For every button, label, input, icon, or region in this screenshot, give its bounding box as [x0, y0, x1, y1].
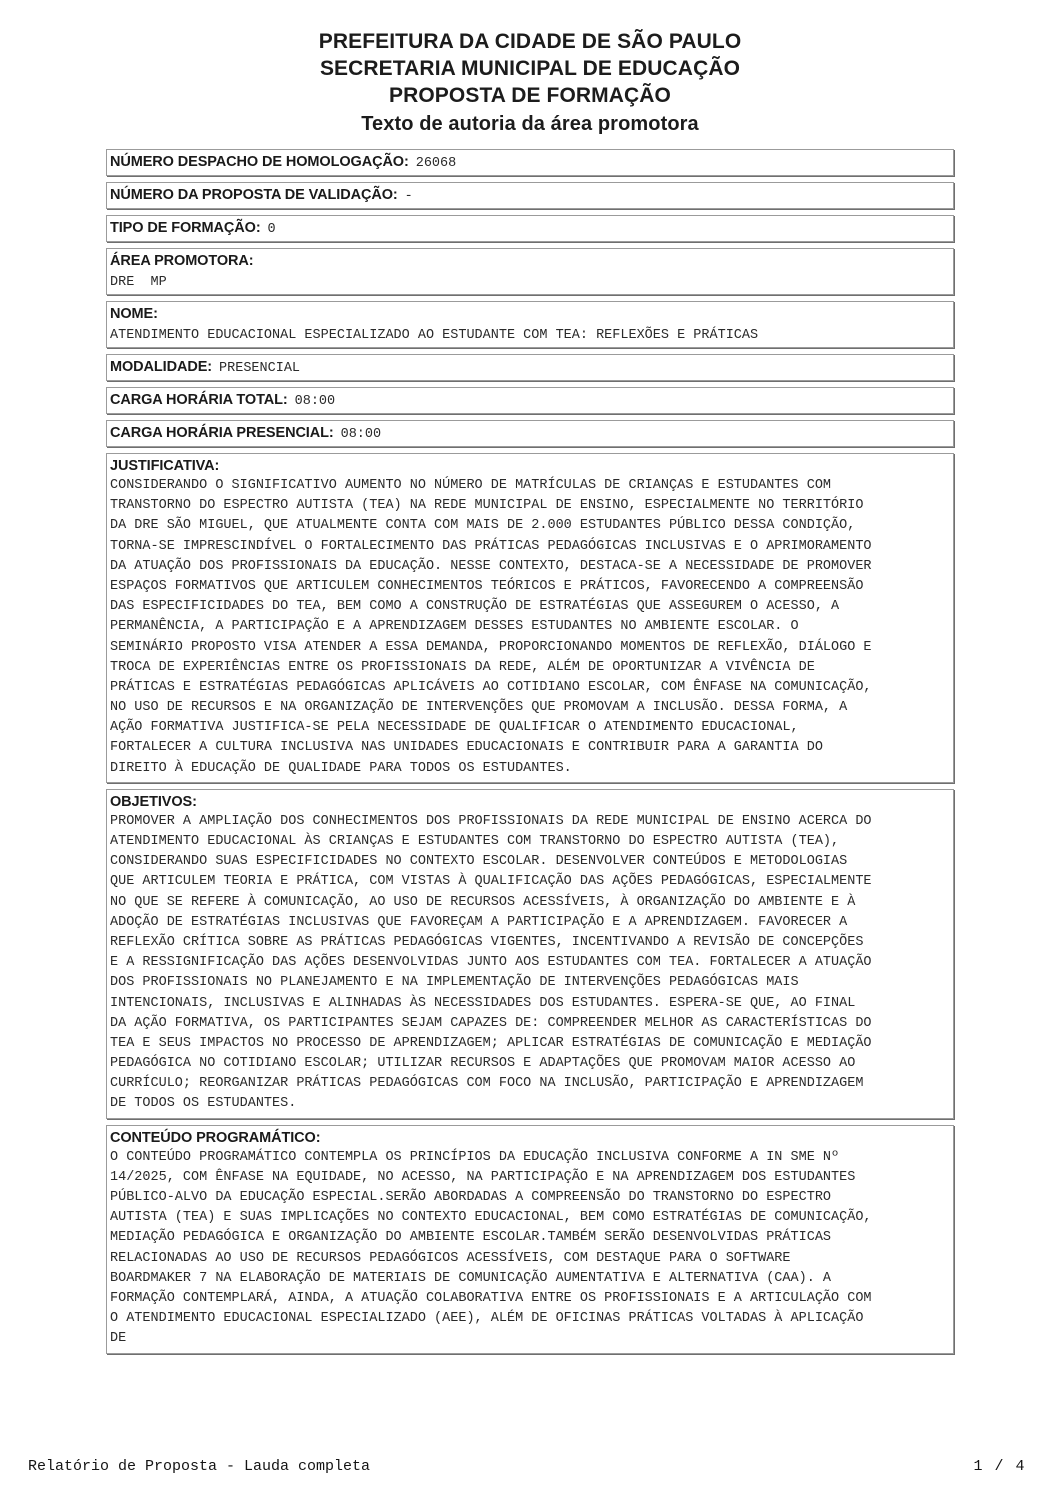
text-line: NO USO DE RECURSOS E NA ORGANIZAÇÃO DE INTERVENÇÕES QUE PROMOVAM A INCLUSÃO. DESSA FORMA, A — [110, 700, 848, 716]
text-line: PEDAGÓGICA NO COTIDIANO ESCOLAR; UTILIZAR RECURSOS E ADAPTAÇÕES QUE PROMOVAM MAIOR ACESSO AO — [110, 1056, 856, 1072]
text-line: DIREITO À EDUCAÇÃO DE QUALIDADE PARA TODOS OS ESTUDANTES. — [110, 760, 572, 776]
text-line: DA ATUAÇÃO DOS PROFISSIONAIS DA EDUCAÇÃO. NESSE CONTEXTO, DESTACA-SE A NECESSIDADE DE PROMOVER — [110, 558, 872, 574]
field-label: NOME: — [110, 306, 158, 322]
field-nome — [106, 301, 954, 348]
field-label: TIPO DE FORMAÇÃO: — [110, 220, 261, 236]
field-label: CARGA HORÁRIA PRESENCIAL: — [110, 425, 334, 441]
section-label: OBJETIVOS: — [110, 793, 197, 810]
text-line: 14/2025, COM ÊNFASE NA EQUIDADE, NO ACESSO, NA PARTICIPAÇÃO E NA APRENDIZAGEM DOS ESTUDANTES — [110, 1169, 856, 1185]
text-line: REFLEXÃO CRÍTICA SOBRE AS PRÁTICAS PEDAGÓGICAS VIGENTES, INCENTIVANDO A REVISÃO DE CONCEPÇÕES — [110, 934, 864, 950]
text-line: QUE ARTICULEM TEORIA E PRÁTICA, COM VISTAS À QUALIFICAÇÃO DAS AÇÕES PEDAGÓGICAS, ESPECIALMENTE — [110, 874, 872, 890]
text-line: INTENCIONAIS, INCLUSIVAS E ALINHADAS ÀS NECESSIDADES DOS ESTUDANTES. ESPERA-SE QUE, AO FINAL — [110, 995, 856, 1011]
field-area-promotora — [106, 248, 954, 295]
text-line: TEA E SEUS IMPACTOS NO PROCESSO DE APRENDIZAGEM; APLICAR ESTRATÉGIAS DE COMUNICAÇÃO E MEDIAÇÃO — [110, 1035, 872, 1051]
field-label: ÁREA PROMOTORA: — [110, 253, 254, 269]
text-line: NO QUE SE REFERE À COMUNICAÇÃO, AO USO DE RECURSOS ACESSÍVEIS, À ORGANIZAÇÃO DO AMBIENTE E À — [110, 894, 856, 910]
text-line: ESPAÇOS FORMATIVOS QUE ARTICULEM CONHECIMENTOS TEÓRICOS E PRÁTICOS, FAVORECENDO A COMPREENSÃO — [110, 578, 864, 594]
footer-report-title: Relatório de Proposta - Lauda completa — [28, 1458, 371, 1475]
section-justificativa — [106, 453, 954, 783]
text-line: E A RESSIGNIFICAÇÃO DAS AÇÕES DESENVOLVIDAS JUNTO AOS ESTUDANTES COM TEA. FORTALECER A ATUAÇÃO — [110, 955, 872, 971]
text-line: FORMAÇÃO CONTEMPLARÁ, AINDA, A ATUAÇÃO COLABORATIVA ENTRE OS PROFISSIONAIS E A ARTICULAÇÃO COM — [110, 1290, 872, 1306]
text-line: RELACIONADAS AO USO DE RECURSOS PEDAGÓGICOS ACESSÍVEIS, COM DESTAQUE PARA O SOFTWARE — [110, 1250, 791, 1266]
field-numero-proposta-validacao — [106, 182, 954, 209]
header-line-proposta: PROPOSTA DE FORMAÇÃO — [388, 84, 671, 107]
header-line-prefeitura: PREFEITURA DA CIDADE DE SÃO PAULO — [318, 30, 742, 53]
text-line: AÇÃO FORMATIVA JUSTIFICA-SE PELA NECESSIDADE DE QUALIFICAR O ATENDIMENTO EDUCACIONAL, — [110, 720, 799, 736]
footer-page-number: 1 / 4 — [973, 1458, 1026, 1475]
field-tipo-formacao — [106, 215, 954, 242]
text-line: AUTISTA (TEA) E SUAS IMPLICAÇÕES NO CONTEXTO EDUCACIONAL, BEM COMO ESTRATÉGIAS DE COMUNICAÇÃO, — [110, 1210, 872, 1226]
text-line: MEDIAÇÃO PEDAGÓGICA E ORGANIZAÇÃO DO AMBIENTE ESCOLAR.TAMBÉM SERÃO DESENVOLVIDAS PRÁTICAS — [110, 1230, 832, 1246]
document-footer — [0, 1458, 1060, 1475]
text-line: FORTALECER A CULTURA INCLUSIVA NAS UNIDADES EDUCACIONAIS E CONTRIBUIR PARA A GARANTIA DO — [110, 740, 823, 756]
field-label: CARGA HORÁRIA TOTAL: — [110, 392, 288, 408]
field-value: PRESENCIAL — [219, 361, 301, 376]
text-line: CONSIDERANDO O SIGNIFICATIVO AUMENTO NO NÚMERO DE MATRÍCULAS DE CRIANÇAS E ESTUDANTES COM — [110, 478, 832, 493]
field-numero-despacho — [106, 149, 954, 176]
field-carga-horaria-total — [106, 387, 954, 414]
text-line: PÚBLICO-ALVO DA EDUCAÇÃO ESPECIAL.SERÃO ABORDADAS A COMPREENSÃO DO TRANSTORNO DO ESPECTRO — [110, 1190, 832, 1205]
text-line: ATENDIMENTO EDUCACIONAL ÀS CRIANÇAS E ESTUDANTES COM TRANSTORNO DO ESPECTRO AUTISTA (TEA), — [110, 834, 840, 849]
field-value: DRE MP — [110, 275, 167, 290]
text-line: PERMANÊNCIA, A PARTICIPAÇÃO E A APRENDIZAGEM DESSES ESTUDANTES NO AMBIENTE ESCOLAR. O — [110, 619, 799, 635]
text-line: ADOÇÃO DE ESTRATÉGIAS INCLUSIVAS QUE FAVOREÇAM A PARTICIPAÇÃO E A APRENDIZAGEM. FAVORECER A — [110, 914, 848, 930]
document-header — [0, 0, 1060, 138]
text-line: DAS ESPECIFICIDADES DO TEA, BEM COMO A CONSTRUÇÃO DE ESTRATÉGIAS QUE ASSEGUREM O ACESSO, A — [110, 599, 840, 615]
text-line: TRANSTORNO DO ESPECTRO AUTISTA (TEA) NA REDE MUNICIPAL DE ENSINO, ESPECIALMENTE NO TERRITÓRIO — [110, 498, 864, 514]
field-label: MODALIDADE: — [110, 359, 213, 375]
header-line-secretaria: SECRETARIA MUNICIPAL DE EDUCAÇÃO — [319, 57, 741, 80]
field-modalidade — [106, 354, 954, 381]
text-line: DA AÇÃO FORMATIVA, OS PARTICIPANTES SEJAM CAPAZES DE: COMPREENDER MELHOR AS CARACTERÍSTICAS DO — [110, 1015, 872, 1031]
text-line: DOS PROFISSIONAIS NO PLANEJAMENTO E NA IMPLEMENTAÇÃO DE INTERVENÇÕES PEDAGÓGICAS MAIS — [110, 975, 799, 991]
field-value: 26068 — [415, 156, 457, 171]
header-line-subtitle: Texto de autoria da área promotora — [361, 113, 699, 135]
text-line: CONSIDERANDO SUAS ESPECIFICIDADES NO CONTEXTO ESCOLAR. DESENVOLVER CONTEÚDOS E METODOLOGIAS — [110, 854, 848, 870]
section-label: CONTEÚDO PROGRAMÁTICO: — [110, 1129, 321, 1146]
text-line: O CONTEÚDO PROGRAMÁTICO CONTEMPLA OS PRINCÍPIOS DA EDUCAÇÃO INCLUSIVA CONFORME A IN SME Nº — [110, 1149, 840, 1165]
text-line: DE — [110, 1331, 127, 1347]
text-line: CURRÍCULO; REORGANIZAR PRÁTICAS PEDAGÓGICAS COM FOCO NA INCLUSÃO, PARTICIPAÇÃO E APRENDIZAGEM — [110, 1076, 864, 1092]
section-body — [110, 1148, 953, 1350]
text-line: PROMOVER A AMPLIAÇÃO DOS CONHECIMENTOS DOS PROFISSIONAIS DA REDE MUNICIPAL DE ENSINO ACERCA DO — [110, 813, 872, 829]
text-line: DE TODOS OS ESTUDANTES. — [110, 1096, 297, 1112]
section-label: JUSTIFICATIVA: — [110, 458, 220, 474]
proposal-sheet — [106, 138, 954, 1354]
field-label: NÚMERO DA PROPOSTA DE VALIDAÇÃO: — [110, 187, 398, 203]
text-line: O ATENDIMENTO EDUCACIONAL ESPECIALIZADO (AEE), ALÉM DE OFICINAS PRÁTICAS VOLTADAS À APLICAÇÃO — [110, 1311, 864, 1327]
field-value: 08:00 — [294, 394, 336, 409]
field-value: 08:00 — [340, 427, 382, 442]
section-objetivos — [106, 789, 954, 1119]
field-value: - — [404, 189, 413, 204]
section-body — [110, 812, 953, 1115]
text-line: TROCA DE EXPERIÊNCIAS ENTRE OS PROFISSIONAIS DA REDE, ALÉM DE OPORTUNIZAR A VIVÊNCIA DE — [110, 659, 815, 675]
text-line: DA DRE SÃO MIGUEL, QUE ATUALMENTE CONTA COM MAIS DE 2.000 ESTUDANTES PÚBLICO DESSA CONDIÇÃO, — [110, 518, 856, 534]
text-line: TORNA-SE IMPRESCINDÍVEL O FORTALECIMENTO DAS PRÁTICAS PEDAGÓGICAS INCLUSIVAS E O APRIMORAMENTO — [110, 538, 872, 554]
field-value: 0 — [267, 222, 276, 237]
section-conteudo-programatico — [106, 1125, 954, 1354]
text-line: PRÁTICAS E ESTRATÉGIAS PEDAGÓGICAS APLICÁVEIS AO COTIDIANO ESCOLAR, COM ÊNFASE NA COMUNICAÇÃO, — [110, 679, 872, 695]
section-body — [110, 476, 953, 779]
field-value: ATENDIMENTO EDUCACIONAL ESPECIALIZADO AO ESTUDANTE COM TEA: REFLEXÕES E PRÁTICAS — [110, 328, 759, 343]
field-label: NÚMERO DESPACHO DE HOMOLOGAÇÃO: — [110, 154, 409, 170]
field-carga-horaria-presencial — [106, 420, 954, 447]
text-line: BOARDMAKER 7 NA ELABORAÇÃO DE MATERIAIS DE COMUNICAÇÃO AUMENTATIVA E ALTERNATIVA (CAA). A — [110, 1270, 832, 1286]
text-line: SEMINÁRIO PROPOSTO VISA ATENDER A ESSA DEMANDA, PROPORCIONANDO MOMENTOS DE REFLEXÃO, DIÁLOGO E — [110, 639, 872, 655]
